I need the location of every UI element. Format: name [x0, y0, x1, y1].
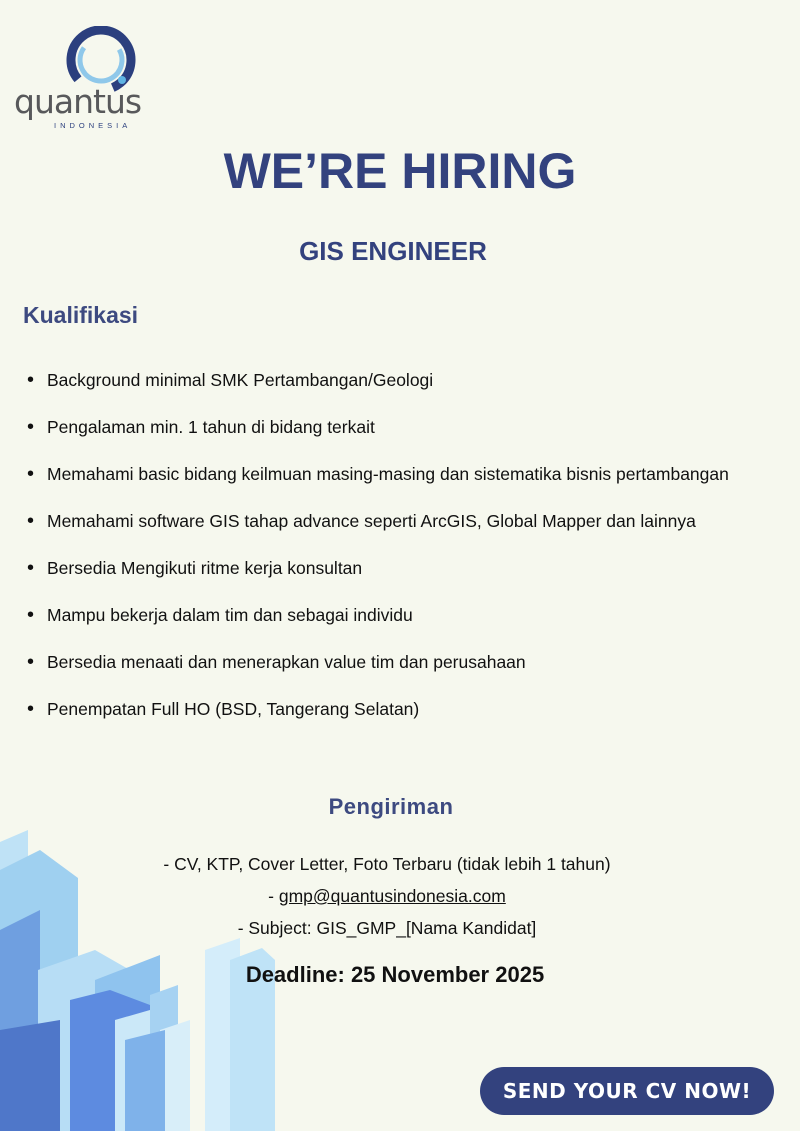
submission-documents: - CV, KTP, Cover Letter, Foto Terbaru (tidak lebih 1 tahun): [163, 854, 611, 874]
email-prefix: -: [268, 886, 279, 906]
deadline-text: Deadline: 25 November 2025: [245, 962, 545, 987]
logo-subtitle: INDONESIA: [54, 121, 132, 130]
submission-email-line: [0, 880, 774, 912]
list-item: • Penempatan Full HO (BSD, Tangerang Selatan): [22, 686, 772, 733]
submission-heading: Pengiriman: [328, 794, 454, 819]
send-cv-button[interactable]: SEND YOUR CV NOW!: [480, 1067, 774, 1115]
list-item: • Memahami basic bidang keilmuan masing-masing dan sistematika bisnis pertambangan: [22, 451, 772, 498]
list-item: • Pengalaman min. 1 tahun di bidang terkait: [22, 404, 772, 451]
list-item: • Background minimal SMK Pertambangan/Geologi: [22, 357, 772, 404]
list-item: • Mampu bekerja dalam tim dan sebagai individu: [22, 592, 772, 639]
qualifications-heading: Kualifikasi: [23, 302, 139, 328]
list-item: • Memahami software GIS tahap advance seperti ArcGIS, Global Mapper dan lainnya: [22, 498, 772, 545]
company-logo: [12, 26, 142, 130]
email-link[interactable]: gmp@quantusindonesia.com: [278, 886, 506, 906]
submission-details: [0, 848, 774, 944]
qualifications-list: [22, 357, 772, 733]
list-item: • Bersedia menaati dan menerapkan value tim dan perusahaan: [22, 639, 772, 686]
page-title: WE’RE HIRING: [223, 143, 577, 199]
logo-wordmark: quantus: [14, 82, 142, 121]
list-item: • Bersedia Mengikuti ritme kerja konsultan: [22, 545, 772, 592]
job-position: GIS ENGINEER: [299, 236, 487, 266]
submission-subject: - Subject: GIS_GMP_[Nama Kandidat]: [237, 918, 537, 938]
